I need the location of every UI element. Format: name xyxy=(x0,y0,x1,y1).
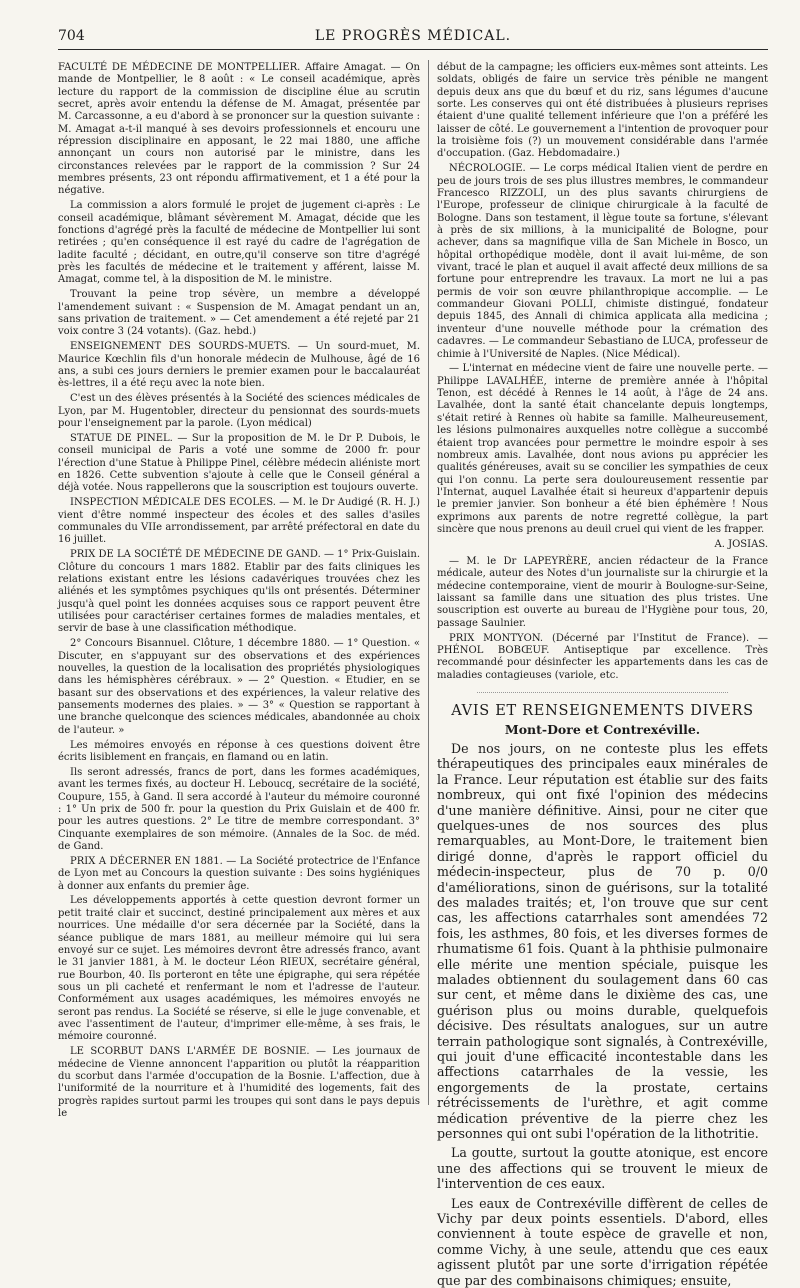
news-item: INSPECTION MÉDICALE DES ECOLES. — M. le Dr Audigé (R. H. J.) vient d'être nommé inspecteur des écoles et des salles d'asiles communales du VIIe arrondissement, par arrêté préfectoral en date du 16 juillet. xyxy=(58,497,420,546)
section-title: AVIS ET RENSEIGNEMENTS DIVERS xyxy=(451,702,754,719)
news-item: Les développements apportés à cette question devront former un petit traité clair et succinct, destiné principalement aux mères et aux nourrices. Une médaille d'or sera décernée par la Société, dans la séance publique de mars 1881, au meilleur mémoire qui lui sera envoyé sur ce sujet. Les mémoires devront être adressés franco, avant le 31 janvier 1881, à M. le docteur Léon RIEUX, secrétaire général, rue Bourbon, 40. Ils porteront en tête une épigraphe, qui sera répétée sous un pli cacheté et renfermant le nom et l'adresse de l'auteur. Conformément aux usages académiques, les mémoires envoyés ne seront pas rendus. La Société se réserve, si elle le juge convenable, et avec l'assentiment de l'auteur, d'imprimer elle-même, à ses frais, le mémoire couronné. xyxy=(58,895,420,1043)
news-item: Les mémoires envoyés en réponse à ces questions doivent être écrits lisiblement en français, en flamand ou en latin. xyxy=(58,739,420,763)
page-header xyxy=(58,28,768,50)
news-item: FACULTÉ DE MÉDECINE DE MONTPELLIER. Affaire Amagat. — On mande de Montpellier, le 8 août : « Le conseil académique, après lecture du rapport de la commission de discipline élue au scrutin secret, après avoir entendu la défense de M. Amagat, présentée par M. Carcassonne, a eu d'abord à se prononcer sur la question suivante : M. Amagat a-t-il manqué à ses devoirs professionnels et encouru une répression disciplinaire en apposant, le 22 mai 1880, une affiche annonçant un cours non autorisé par le ministre, dans les circonstances relevées par le rapport de la commission ? Sur 24 membres présents, 23 ont répondu affirmativement, et 1 a été pour la négative. xyxy=(58,62,420,197)
section-paragraph: De nos jours, on ne conteste plus les effets thérapeutiques des principales eaux minérales de la France. Leur réputation est établie sur des faits nombreux, qui ont fixé l'opinion des médecins d'une manière définitive. Ainsi, pour ne citer que quelques-unes de nos sources des plus remarquables, au Mont-Dore, le traitement bien dirigé donne, d'après le rapport officiel du médecin-inspecteur, plus de 70 p. 0/0 d'améliorations, sinon de guérisons, sur la totalité des malades traités; et, l'on trouve que sur cent cas, les affections catarrhales sont amendées 72 fois, les asthmes, 80 fois, et les diverses formes de rhumatisme 61 fois. Quant à la phthisie pulmonaire elle mérite une mention spéciale, puisque les malades obtiennent du soulagement dans 60 cas sur cent, et même dans le dixième des cas, une guérison plus ou moins durable, quelquefois décisive. Des résultats analogues, sur un autre terrain pathologique sont signalés, à Contrexéville, qui jouit d'une efficacité incontestable dans les affections catarrhales de la vessie, les engorgements de la prostate, certains rétrécissements de l'urèthre, et agit comme médication préventive de la pierre chez les personnes qui ont subi l'opération de la lithotritie. xyxy=(437,740,768,1142)
news-item: C'est un des élèves présentés à la Société des sciences médicales de Lyon, par M. Hugentobler, directeur du pensionnat des sourds-muets pour l'enseignement par la parole. (Lyon médical) xyxy=(58,393,420,429)
news-item: PRIX DE LA SOCIÉTÉ DE MÉDECINE DE GAND. — 1° Prix-Guislain. Clôture du concours 1 mars 1882. Etablir par des faits cliniques les relations existant entre les lésions cadavériques trouvées chez les aliénés et les symptômes psychiques qu'ils ont présentés. Déterminer jusqu'à quel point les données acquises sous ce rapport peuvent être utilisées pour caractériser certaines formes de maladies mentales, et servir de base à une classification méthodique. xyxy=(58,549,420,635)
section-divider xyxy=(477,692,728,693)
right-column xyxy=(437,62,768,1288)
journal-title: LE PROGRÈS MÉDICAL. xyxy=(314,28,512,44)
news-item: 2° Concours Bisannuel. Clôture, 1 décembre 1880. — 1° Question. « Discuter, en s'appuyant sur des observations et des expériences nouvelles, la question de la localisation des propriétés physiologiques dans les hémisphères cérébraux. » — 2° Question. « Etudier, en se basant sur des observations et des expériences, la valeur relative des pansements modernes des plaies. » — 3° « Question se rapportant à une branche quelconque des sciences médicales, abandonnée au choix de l'auteur. » xyxy=(58,638,420,736)
page-number: 704 xyxy=(58,28,85,44)
signature: A. JOSIAS. xyxy=(714,538,768,550)
news-item: STATUE DE PINEL. — Sur la proposition de M. le Dr P. Dubois, le conseil municipal de Paris a voté une somme de 2000 fr. pour l'érection d'une Statue à Philippe Pinel, célèbre médecin aliéniste mort en 1826. Cette subvention s'ajoute à celle que le Conseil général a déjà votée. Nous rappellerons que la souscription est toujours ouverte. xyxy=(58,432,420,494)
column-divider xyxy=(428,60,429,1105)
header-rule xyxy=(58,49,768,50)
news-item: ENSEIGNEMENT DES SOURDS-MUETS. — Un sourd-muet, M. Maurice Kœchlin fils d'un honorale médecin de Mulhouse, âgé de 16 ans, a subi ces jours derniers le premier examen pour le baccalauréat ès-lettres, il a été reçu avec la note bien. xyxy=(58,341,420,390)
news-item: LE SCORBUT DANS L'ARMÉE DE BOSNIE. — Les journaux de médecine de Vienne annoncent l'apparition ou plutôt la réapparition du scorbut dans l'armée d'occupation de la Bosnie. L'affection, due à l'uniformité de la nourriture et à l'humidité des logements, fait des progrès rapides surtout parmi les troupes qui sont dans le pays depuis le xyxy=(58,1046,420,1119)
news-item: Trouvant la peine trop sévère, un membre a développé l'amendement suivant : « Suspension de M. Amagat pendant un an, sans privation de traitement. » — Cet amendement a été rejeté par 21 voix contre 3 (24 votants). (Gaz. hebd.) xyxy=(58,289,420,338)
section-body xyxy=(437,741,768,1288)
news-item: PRIX A DÉCERNER EN 1881. — La Société protectrice de l'Enfance de Lyon met au Concours la question suivante : Des soins hygiéniques à donner aux enfants du premier âge. xyxy=(58,855,420,892)
section-subtitle: Mont-Dore et Contrexéville. xyxy=(504,721,701,737)
news-item: Ils seront adressés, francs de port, dans les formes académiques, avant les termes fixés, au docteur H. Leboucq, secrétaire de la société, Coupure, 155, à Gand. Il sera accordé à l'auteur du mémoire couronné : 1° Un prix de 500 fr. pour la question du Prix Guislain et de 400 fr. pour les autres questions. 2° Le titre de membre correspondant. 3° Cinquante exemplaires de son mémoire. (Annales de la Soc. de méd. de Gand. xyxy=(58,766,420,852)
news-item: — M. le Dr LAPEYRÈRE, ancien rédacteur de la France médicale, auteur des Notes d'un journaliste sur la chirurgie et la médecine contemporaine, vient de mourir à Boulogne-sur-Seine, laissant sa famille dans une situation des plus tristes. Une souscription est ouverte au bureau de l'Hygiène pour tous, 20, passage Saulnier. xyxy=(437,555,768,629)
news-item: La commission a alors formulé le projet de jugement ci-après : Le conseil académique, blâmant sévèrement M. Amagat, décide que les fonctions d'agrégé près la faculté de médecine de Montpellier lui sont retirées ; qu'en conséquence il est rayé du cadre de l'agrégation de ladite faculté ; décidant, en outre,qu'il conserve son titre d'agrégé près les facultés de médecine et le traitement y afférent, laisse M. Amagat, comme tel, à la disposition de M. le ministre. xyxy=(58,200,420,286)
left-column xyxy=(58,62,420,1119)
news-block xyxy=(437,62,768,682)
section-paragraph: Les eaux de Contrexéville diffèrent de celles de Vichy par deux points essentiels. D'abord, elles conviennent à toute espèce de gravelle et non, comme Vichy, à une seule, attendu que ces eaux agissent plutôt par une sorte d'irrigation répétée que par des combinaisons chimiques; ensuite, xyxy=(437,1195,768,1288)
news-item: — L'internat en médecine vient de faire une nouvelle perte. — Philippe LAVALHÉE, interne de première année à l'hôpital Tenon, est décédé à Rennes le 14 août, à l'âge de 24 ans. Lavalhée, dont la santé était chancelante depuis longtemps, s'était retiré à Rennes où habite sa famille. Malheureusement, les lésions pulmonaires auxquelles notre collègue a succombé étaient trop avancées pour permettre le moindre espoir à ses nombreux amis. Lavalhée, dont nous avions pu apprécier les qualités généreuses, avait su se concilier les sympathies de ceux qui l'on connu. La perte sera douloureusement ressentie par l'Internat, auquel Lavalhée était si heureux d'appartenir depuis le premier janvier. Son bonheur a été bien éphémère ! Nous exprimons aux parents de notre regretté collègue, la part sincère que nous prenons au deuil cruel qui vient de les frapper. xyxy=(437,363,768,535)
news-item: NÉCROLOGIE. — Le corps médical Italien vient de perdre en peu de jours trois de ses plus illustres membres, le commandeur Francesco RIZZOLI, un des plus savants chirurgiens de l'Europe, professeur de clinique chirurgicale à la faculté de Bologne. Dans son testament, il lègue toute sa fortune, s'élevant à près de six millions, à la municipalité de Bologne, pour achever, dans sa magnifique villa de San Michele in Bosco, un hôpital orthopédique modèle, dont il avait lui-même, de son vivant, tracé le plan et auquel il avait affecté deux millions de sa fortune pour entreprendre les travaux. La mort ne lui a pas permis de voir son œuvre philanthropique accomplie. — Le commandeur Giovani POLLI, chimiste distingué, fondateur depuis 1845, des Annali di chimica applicata alla medicina ; inventeur d'une nouvelle méthode pour la crémation des cadavres. — Le commandeur Sebastiano de LUCA, professeur de chimie à l'Université de Naples. (Nice Médical). xyxy=(437,163,768,360)
news-item: PRIX MONTYON. (Décerné par l'Institut de France). — PHÉNOL BOBŒUF. Antiseptique par excellence. Très recommandé pour désinfecter les appartements dans les cas de maladies contagieuses (variole, etc. xyxy=(437,632,768,681)
news-item: début de la campagne; les officiers eux-mêmes sont atteints. Les soldats, obligés de faire un service très pénible ne mangent depuis deux ans que du bœuf et du riz, sans légumes d'aucune sorte. Les conserves qui ont été distribuées à plusieurs reprises étaient d'une qualité tellement inférieure que l'on a préféré les laisser de côté. Le gouvernement a l'intention de provoquer pour la troisième fois (?) un mouvement considérable dans l'armée d'occupation. (Gaz. Hebdomadaire.) xyxy=(437,62,768,160)
section-paragraph: La goutte, surtout la goutte atonique, est encore une des affections qui se trouvent le mieux de l'intervention de ces eaux. xyxy=(437,1145,768,1192)
